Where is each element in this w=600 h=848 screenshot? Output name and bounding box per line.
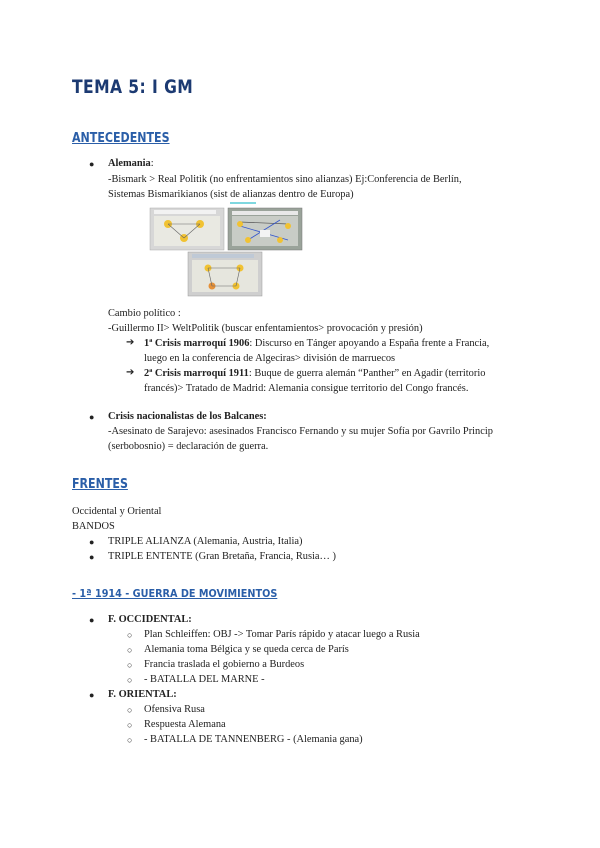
circle-bullet-icon: ○	[127, 630, 133, 640]
circle-bullet-icon: ○	[127, 735, 133, 745]
oriental-heading: F. ORIENTAL:	[108, 689, 177, 700]
bullet-icon: ●	[89, 552, 95, 562]
alemania-heading	[108, 157, 154, 171]
circle-bullet-icon: ○	[127, 675, 133, 685]
list-item: - BATALLA DE TANNENBERG - (Alemania gana)	[144, 734, 363, 745]
section-heading-frentes: FRENTES	[72, 477, 128, 492]
occidental-oriental: Occidental y Oriental	[72, 506, 162, 517]
occidental-heading: F. OCCIDENTAL:	[108, 614, 192, 625]
crisis-1906-line-1	[144, 337, 489, 351]
bullet-icon: ●	[89, 159, 95, 169]
section-heading-guerra-movimientos: - 1ª 1914 - GUERRA DE MOVIMIENTOS	[72, 587, 278, 600]
alemania-colon: :	[150, 158, 154, 169]
alliance-diagram-image	[148, 202, 304, 298]
bismark-line-1: -Bismark > Real Politik (no enfrentamientos sino alianzas) Ej:Conferencia de Berlín,	[108, 174, 462, 185]
list-item: Alemania toma Bélgica y se queda cerca de París	[144, 644, 349, 655]
list-item: TRIPLE ENTENTE (Gran Bretaña, Francia, Rusia… )	[108, 551, 336, 562]
list-item: Ofensiva Rusa	[144, 704, 205, 715]
bandos-label: BANDOS	[72, 521, 115, 532]
crisis-1906-line-2: luego en la conferencia de Algeciras> división de marruecos	[144, 353, 396, 364]
crisis-1911-text: : Buque de guerra alemán “Panther” en Agadir (territorio	[248, 368, 486, 379]
sarajevo-line-2: (serbobosnio) = declaración de guerra.	[108, 441, 269, 452]
page-title: TEMA 5: I GM	[72, 76, 194, 98]
cambio-politico: Cambio político :	[108, 308, 181, 319]
crisis-1906-label: 1ª Crisis marroquí 1906	[144, 338, 250, 349]
bullet-icon: ●	[89, 615, 95, 625]
bullet-icon: ●	[89, 690, 95, 700]
bullet-icon: ●	[89, 412, 95, 422]
crisis-1911-label: 2ª Crisis marroquí 1911	[144, 368, 249, 379]
crisis-1911-line-2: francés)> Tratado de Madrid: Alemania consigue territorio del Congo francés.	[144, 383, 469, 394]
list-item: Respuesta Alemana	[144, 719, 226, 730]
sarajevo-line-1: -Asesinato de Sarajevo: asesinados Francisco Fernando y su mujer Sofía por Gavrilo Princip	[108, 426, 493, 437]
balcanes-heading: Crisis nacionalistas de los Balcanes:	[108, 411, 267, 422]
crisis-1906-text: : Discurso en Tánger apoyando a España frente a Francia,	[249, 338, 490, 349]
bullet-icon: ●	[89, 537, 95, 547]
list-item: Plan Schleiffen: OBJ -> Tomar París rápido y atacar luego a Rusia	[144, 629, 420, 640]
circle-bullet-icon: ○	[127, 645, 133, 655]
arrow-icon: ➔	[126, 337, 135, 348]
circle-bullet-icon: ○	[127, 705, 133, 715]
list-item: TRIPLE ALIANZA (Alemania, Austria, Italia)	[108, 536, 303, 547]
alemania-label: Alemania	[108, 158, 151, 169]
list-item: Francia traslada el gobierno a Burdeos	[144, 659, 305, 670]
circle-bullet-icon: ○	[127, 720, 133, 730]
crisis-1911-line-1	[144, 367, 485, 381]
arrow-icon: ➔	[126, 367, 135, 378]
guillermo-line: -Guillermo II> WeltPolitik (buscar enfentamientos> provocación y presión)	[108, 323, 423, 334]
list-item: - BATALLA DEL MARNE -	[144, 674, 265, 685]
circle-bullet-icon: ○	[127, 660, 133, 670]
section-heading-antecedentes: ANTECEDENTES	[72, 131, 170, 146]
bismark-line-2: Sistemas Bismarikianos (sist de alianzas dentro de Europa)	[108, 189, 354, 200]
